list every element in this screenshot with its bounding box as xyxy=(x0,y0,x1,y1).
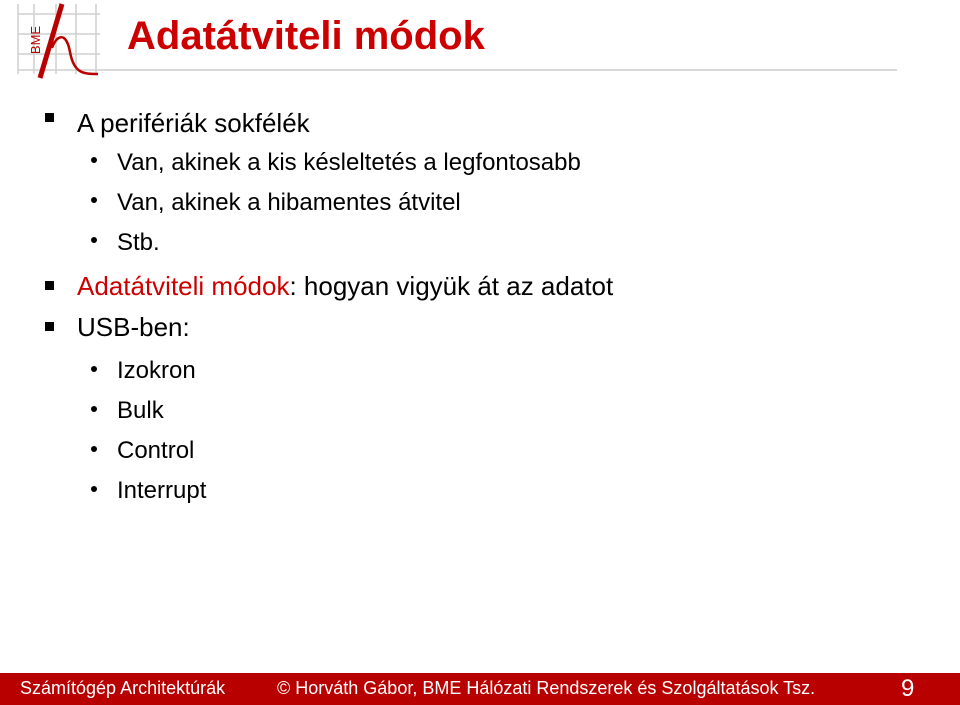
slide-footer xyxy=(0,673,960,705)
sub-bullet-text: Interrupt xyxy=(117,477,207,504)
bullet-dot-icon xyxy=(91,486,97,492)
bullet-square-icon xyxy=(45,113,54,122)
bullet-dot-icon xyxy=(91,446,97,452)
bullet-square-icon xyxy=(45,322,54,331)
footer-copyright: © Horváth Gábor, BME Hálózati Rendszerek és Szolgáltatások Tsz. xyxy=(277,678,816,698)
bullet-text-highlighted xyxy=(77,271,613,301)
sub-bullet-text: Izokron xyxy=(117,357,196,384)
bullet-dot-icon xyxy=(91,197,97,203)
bullet-dot-icon xyxy=(91,237,97,243)
bullet-text: A perifériák sokfélék xyxy=(77,108,310,138)
slide-title: Adatátviteli módok xyxy=(127,14,485,58)
bullet-text-rest: : hogyan vigyük át az adatot xyxy=(289,271,614,301)
footer-course-title: Számítógép Architektúrák xyxy=(20,678,226,698)
sub-bullet-text: Stb. xyxy=(117,229,160,256)
sub-bullet-text: Van, akinek a hibamentes átvitel xyxy=(117,189,461,216)
bullet-dot-icon xyxy=(91,406,97,412)
footer-page-number: 9 xyxy=(901,675,915,702)
sub-bullet-text: Bulk xyxy=(117,397,164,424)
sub-bullet-text: Control xyxy=(117,437,195,464)
bullet-text: USB-ben: xyxy=(77,312,190,342)
highlight-term: Adatátviteli módok xyxy=(77,271,290,301)
sub-bullet-text: Van, akinek a kis késleltetés a legfontosabb xyxy=(117,149,581,176)
bullet-dot-icon xyxy=(91,366,97,372)
bullet-dot-icon xyxy=(91,157,97,163)
bullet-square-icon xyxy=(45,281,54,290)
bme-logo-text: BME xyxy=(28,25,43,55)
